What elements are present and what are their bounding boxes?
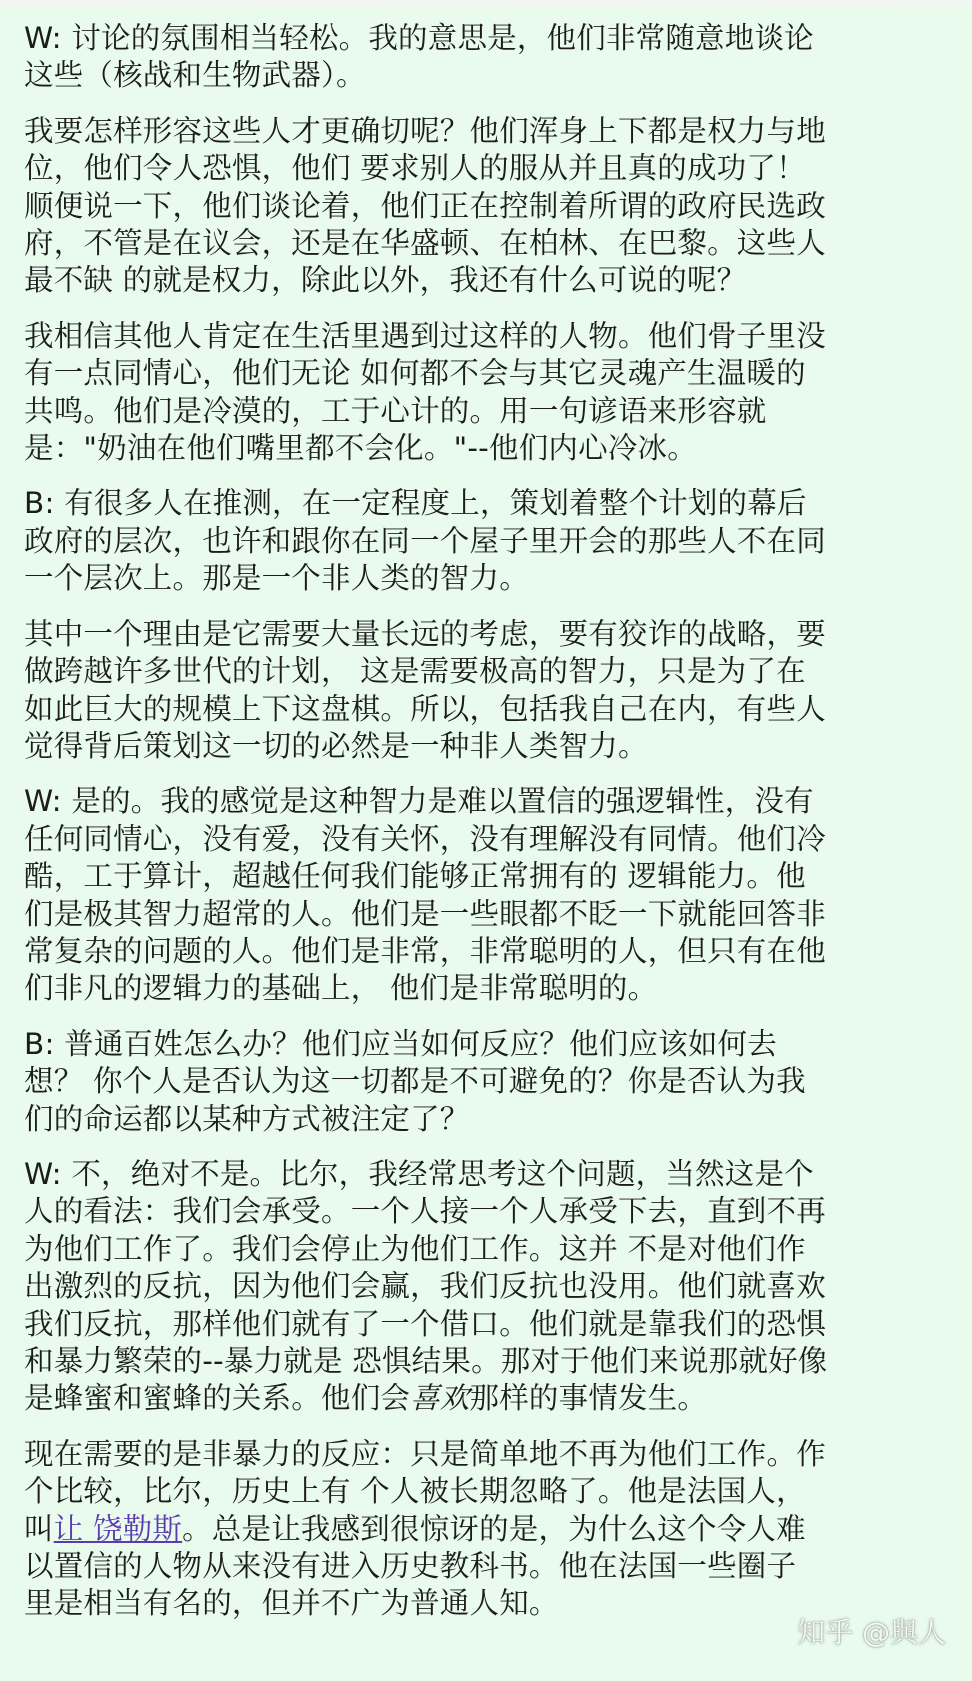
text-line: 我们反抗，那样他们就有了一个借口。他们就是靠我们的恐惧	[24, 1306, 826, 1341]
text-line: 这些（核战和生物武器）。	[24, 58, 366, 93]
text-line: B: 有很多人在推测，在一定程度上，策划着整个计划的幕后	[24, 486, 807, 521]
text-line: 府，不管是在议会，还是在华盛顿、在柏林、在巴黎。这些人	[24, 226, 826, 261]
text-line: 出激烈的反抗，因为他们会赢，我们反抗也没用。他们就喜欢	[24, 1269, 826, 1304]
paragraph-5	[24, 616, 928, 766]
text-line: 政府的层次，也许和跟你在同一个屋子里开会的那些人不在同	[24, 523, 826, 558]
text-line: 常复杂的问题的人。他们是非常，非常聪明的人，但只有在他	[24, 933, 826, 968]
text-line: B: 普通百姓怎么办？他们应当如何反应？他们应该如何去	[24, 1026, 777, 1061]
emphasis-before: 是蜂蜜和蜜蜂的关系。他们会	[24, 1381, 411, 1416]
text-line: 有一点同情心，他们无论 如何都不会与其它灵魂产生温暖的	[24, 356, 806, 391]
text-line: 我相信其他人肯定在生活里遇到过这样的人物。他们骨子里没	[24, 318, 826, 353]
paragraph-6	[24, 783, 928, 1007]
paragraph-2	[24, 113, 928, 300]
text-line: 里是相当有名的，但并不广为普通人知。	[24, 1586, 559, 1621]
text-line: 们的命运都以某种方式被注定了？	[24, 1101, 470, 1136]
text-line: 和暴力繁荣的--暴力就是 恐惧结果。那对于他们来说那就好像	[24, 1344, 828, 1378]
text-line: W: 是的。我的感觉是这种智力是难以置信的强逻辑性，没有	[24, 784, 814, 819]
text-line: 共鸣。他们是冷漠的，工于心计的。用一句谚语来形容就	[24, 393, 767, 428]
text-line: 觉得背后策划这一切的必然是一种非人类智力。	[24, 728, 648, 763]
text-line: 酷，工于算计，超越任何我们能够正常拥有的 逻辑能力。他	[24, 859, 806, 894]
text-line: 做跨越许多世代的计划， 这是需要极高的智力，只是为了在	[24, 654, 806, 689]
link-prefix: 叫	[24, 1511, 54, 1546]
top-edge-divider	[0, 0, 972, 10]
watermark-text: 知乎 @與人	[797, 1616, 946, 1649]
text-line: 以置信的人物从来没有进入历史教科书。他在法国一些圈子	[24, 1549, 797, 1584]
text-line: 们非凡的逻辑力的基础上， 他们是非常聪明的。	[24, 971, 658, 1006]
emphasis-after: 那样的事情发生。	[469, 1381, 708, 1416]
person-link-jean-jaures[interactable]: 让 饶勒斯	[53, 1511, 183, 1546]
text-line: 现在需要的是非暴力的反应：只是简单地不再为他们工作。作	[24, 1436, 826, 1471]
text-line: 其中一个理由是它需要大量长远的考虑，要有狡诈的战略，要	[24, 616, 826, 651]
text-line-with-link	[24, 1511, 928, 1548]
text-line-with-emphasis	[24, 1380, 928, 1417]
text-line: 顺便说一下，他们谈论着，他们正在控制着所谓的政府民选政	[24, 188, 826, 223]
text-line: W: 不，绝对不是。比尔，我经常思考这个问题，当然这是个	[24, 1156, 814, 1191]
text-line: 位，他们令人恐惧，他们 要求别人的服从并且真的成功了！	[24, 151, 806, 186]
text-line: 想？ 你个人是否认为这一切都是不可避免的？你是否认为我	[24, 1064, 806, 1099]
text-line: 最不缺 的就是权力，除此以外，我还有什么可说的呢？	[24, 263, 747, 298]
paragraph-3	[24, 318, 928, 468]
zhihu-watermark	[797, 1611, 946, 1651]
paragraph-7	[24, 1026, 928, 1138]
paragraph-4	[24, 485, 928, 597]
text-line: 个比较，比尔，历史上有 个人被长期忽略了。他是法国人，	[24, 1474, 806, 1509]
text-line: W: 讨论的氛围相当轻松。我的意思是，他们非常随意地谈论	[24, 21, 814, 55]
text-line: 我要怎样形容这些人才更确切呢？他们浑身上下都是权力与地	[24, 113, 826, 148]
paragraph-9	[24, 1436, 928, 1623]
text-line: 们是极其智力超常的人。他们是一些眼都不眨一下就能回答非	[24, 896, 826, 931]
text-line: 任何同情心，没有爱，没有关怀，没有理解没有同情。他们冷	[24, 821, 826, 856]
text-line: 一个层次上。那是一个非人类的智力。	[24, 561, 529, 596]
text-line: 是："奶油在他们嘴里都不会化。"--他们内心冷冰。	[24, 431, 697, 466]
text-line: 人的看法：我们会承受。一个人接一个人承受下去，直到不再	[24, 1194, 826, 1229]
paragraph-8	[24, 1156, 928, 1418]
text-line: 为他们工作了。我们会停止为他们工作。这并 不是对他们作	[24, 1231, 806, 1266]
text-line: 如此巨大的规模上下这盘棋。所以，包括我自己在内，有些人	[24, 691, 826, 726]
link-suffix: 。总是让我感到很惊讶的是，为什么这个令人难	[182, 1511, 806, 1546]
paragraph-1	[24, 20, 928, 95]
emphasis-text: 喜欢	[410, 1381, 470, 1416]
